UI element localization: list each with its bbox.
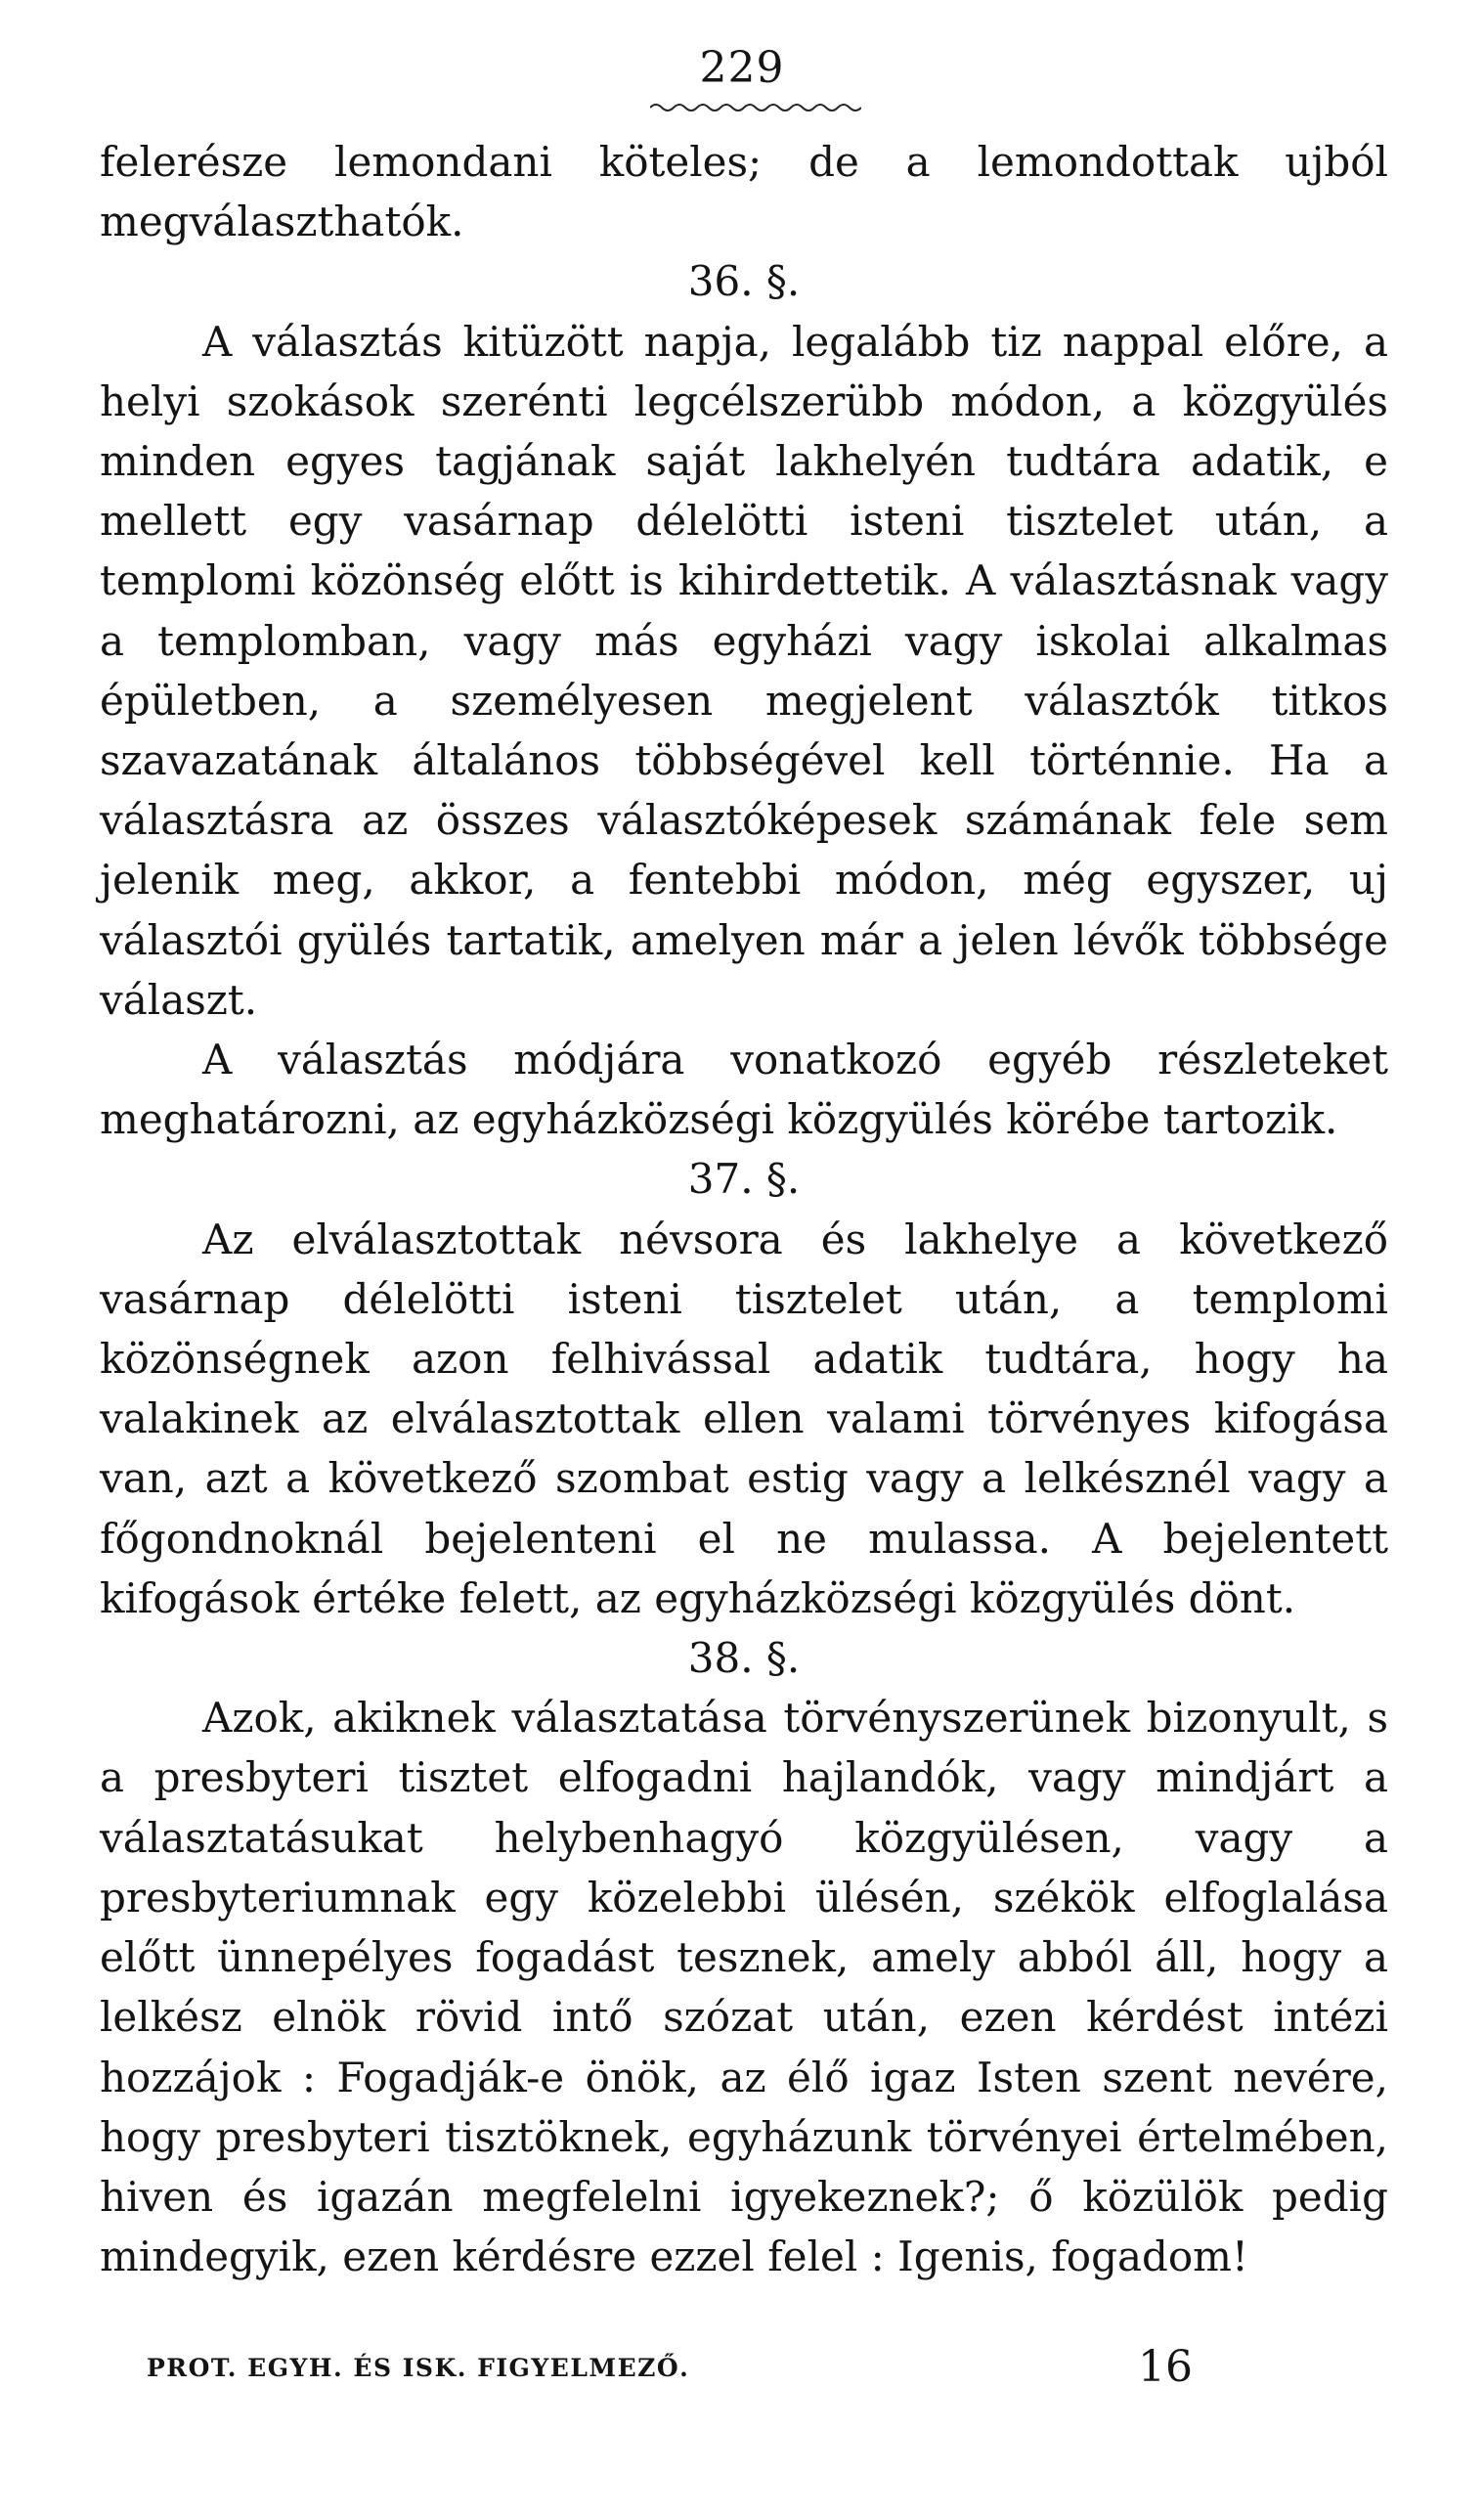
section-heading: 37. §.	[687, 1155, 801, 1204]
paragraph: A választás módjára vonatkozó egyéb részleteket meghatározni, az egyházközségi közgyülés körébe tartozik.	[100, 1036, 1388, 1144]
sheet-number: 16	[1138, 2342, 1193, 2392]
paragraph: A választás kitüzött napja, legalább tiz nappal előre, a helyi szokások szerénti legcélszerübb módon, a közgyülés minden egyes tagjának saját lakhelyén tudtára adatik, e mellett egy vasárnap délelötti isteni tisztelet után, a templomi közönség előtt is kihirdettetik. A választásnak vagy a templomban, vagy más egyházi vagy iskolai alkalmas épületben, a személyesen megjelent választók titkos szavazatának általános többségével kell történnie. Ha a választásra az összes választóképesek számának fele sem jelenik meg, akkor, a fentebbi módon, még egyszer, uj választói gyülés tartatik, amelyen már a jelen lévők többsége választ.	[100, 317, 1388, 1024]
section-heading: 38. §.	[687, 1634, 801, 1683]
paragraph: Az elválasztottak névsora és lakhelye a következő vasárnap délelötti isteni tisztelet után, a templomi közönségnek azon felhivással adatik tudtára, hogy ha valakinek az elválasztottak ellen valami törvényes kifogása van, azt a következő szombat estig vagy a lelkésznél vagy a főgondnoknál bejelenteni el ne mulassa. A bejelentett kifogások értéke felett, az egyházközségi közgyülés dönt.	[100, 1215, 1388, 1622]
paragraph: Azok, akiknek választatása törvényszerünek bizonyult, s a presbyteri tisztet elfogadni hajlandók, vagy mindjárt a választatásukat helybenhagyó közgyülésen, vagy a presbyteriumnak egy közelebbi ülésén, székök elfoglalása előtt ünnepélyes fogadást tesznek, amely abból áll, hogy a lelkész elnök rövid intő szózat után, ezen kérdést intézi hozzájok : Fogadják-e önök, az élő igaz Isten szent nevére, hogy presbyteri tisztöknek, egyházunk törvényei értelmében, hiven és igazán megfelelni igyekeznek?; ő közülök pedig mindegyik, ezen kérdésre ezzel felel : Igenis, fogadom!	[100, 1694, 1388, 2281]
wavy-rule-ornament	[650, 101, 861, 114]
page-number: 229	[699, 43, 785, 93]
main-text	[100, 132, 1388, 2286]
continued-paragraph: felerésze lemondani köteles; de a lemondottak ujból megválaszthatók.	[100, 138, 1388, 246]
page-footer	[147, 2342, 1193, 2397]
footer-signature: PROT. EGYH. ÉS ISK. FIGYELMEZŐ.	[147, 2354, 690, 2382]
section-heading: 36. §.	[687, 257, 801, 306]
